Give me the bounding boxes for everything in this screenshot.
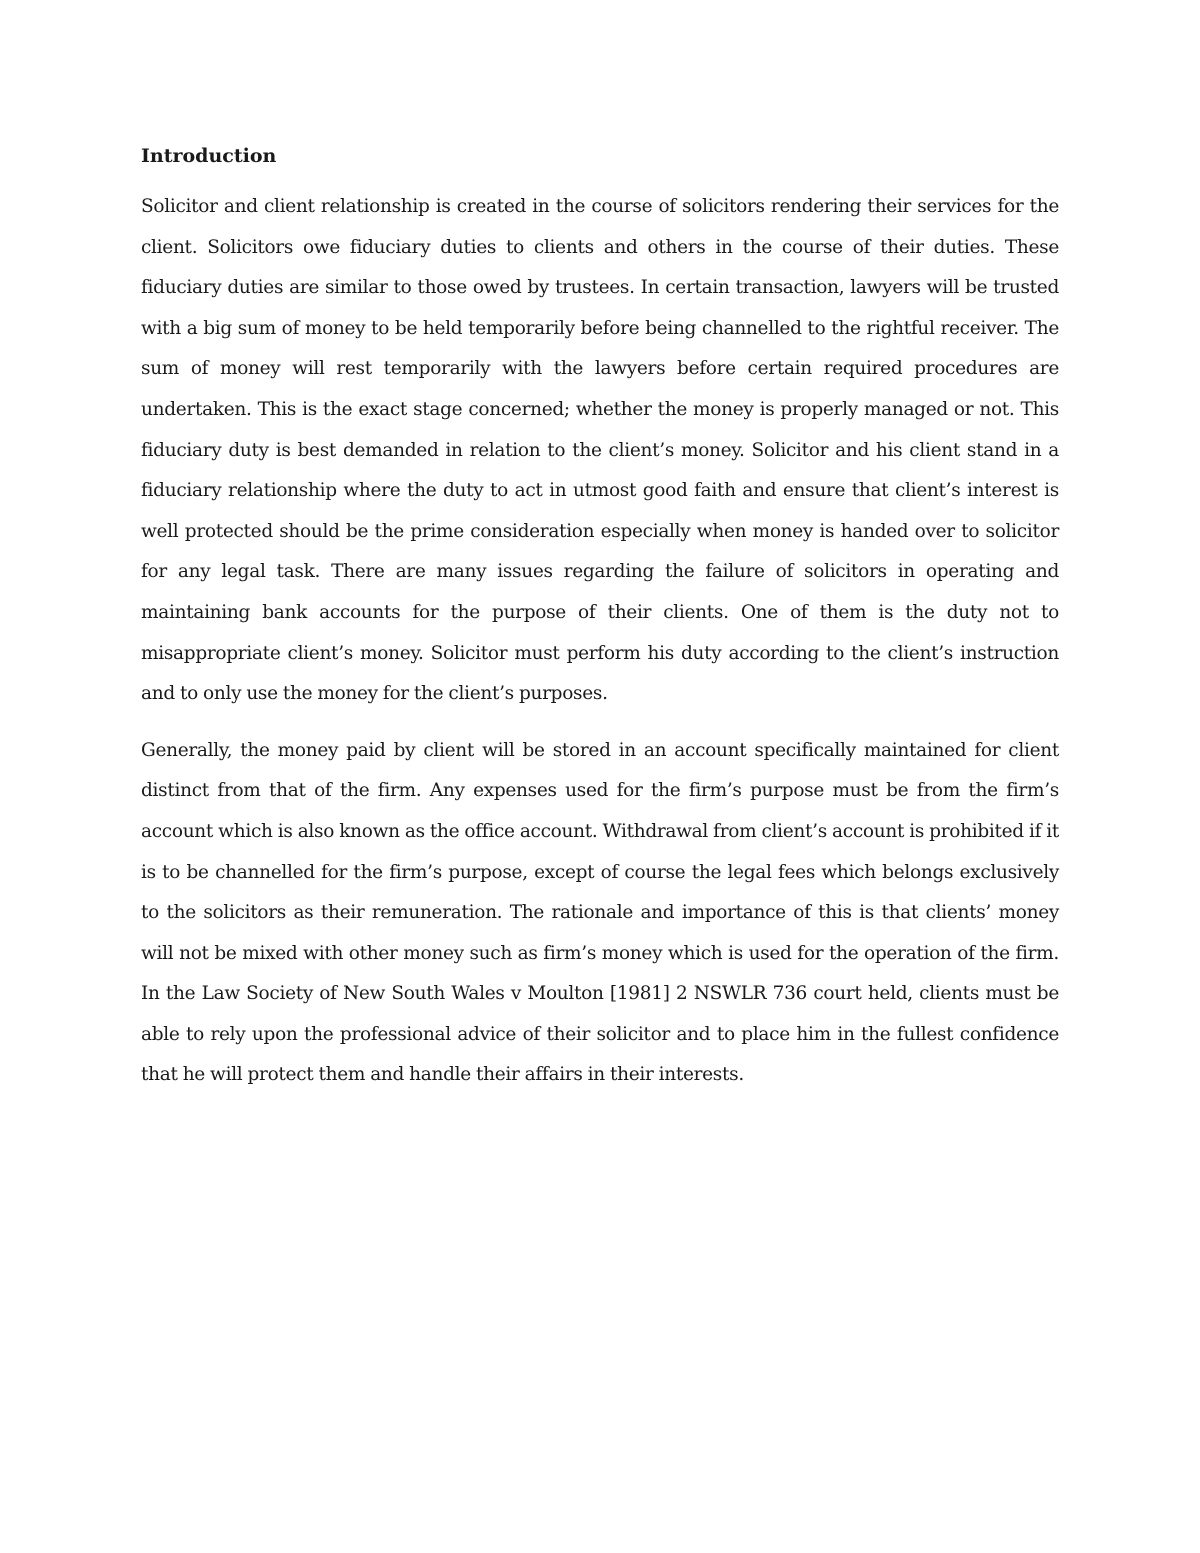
document-body: [141, 141, 1059, 1112]
paragraph: Solicitor and client relationship is created in the course of solicitors rendering their services for the client. Solicitors owe fiduciary duties to clients and others in the course of their duties. These fiduciary duties are similar to those owed by trustees. In certain transaction, lawyers will be trusted with a big sum of money to be held temporarily before being channelled to the rightful receiver. The sum of money will rest temporarily with the lawyers before certain required procedures are undertaken. This is the exact stage concerned; whether the money is properly managed or not. This fiduciary duty is best demanded in relation to the client’s money. Solicitor and his client stand in a fiduciary relationship where the duty to act in utmost good faith and ensure that client’s interest is well protected should be the prime consideration especially when money is handed over to solicitor for any legal task. There are many issues regarding the failure of solicitors in operating and maintaining bank accounts for the purpose of their clients. One of them is the duty not to misappropriate client’s money. Solicitor must perform his duty according to the client’s instruction and to only use the money for the client’s purposes.: [141, 196, 1059, 705]
paragraph: Generally, the money paid by client will be stored in an account specifically maintained for client distinct from that of the firm. Any expenses used for the firm’s purpose must be from the firm’s account which is also known as the office account. Withdrawal from client’s account is prohibited if it is to be channelled for the firm’s purpose, except of course the legal fees which belongs exclusively to the solicitors as their remuneration. The rationale and importance of this is that clients’ money will not be mixed with other money such as firm’s money which is used for the operation of the firm. In the Law Society of New South Wales v Moulton [1981] 2 NSWLR 736 court held, clients must be able to rely upon the professional advice of their solicitor and to place him in the fullest confidence that he will protect them and handle their affairs in their interests.: [141, 739, 1059, 1086]
section-heading: Introduction: [141, 145, 277, 167]
